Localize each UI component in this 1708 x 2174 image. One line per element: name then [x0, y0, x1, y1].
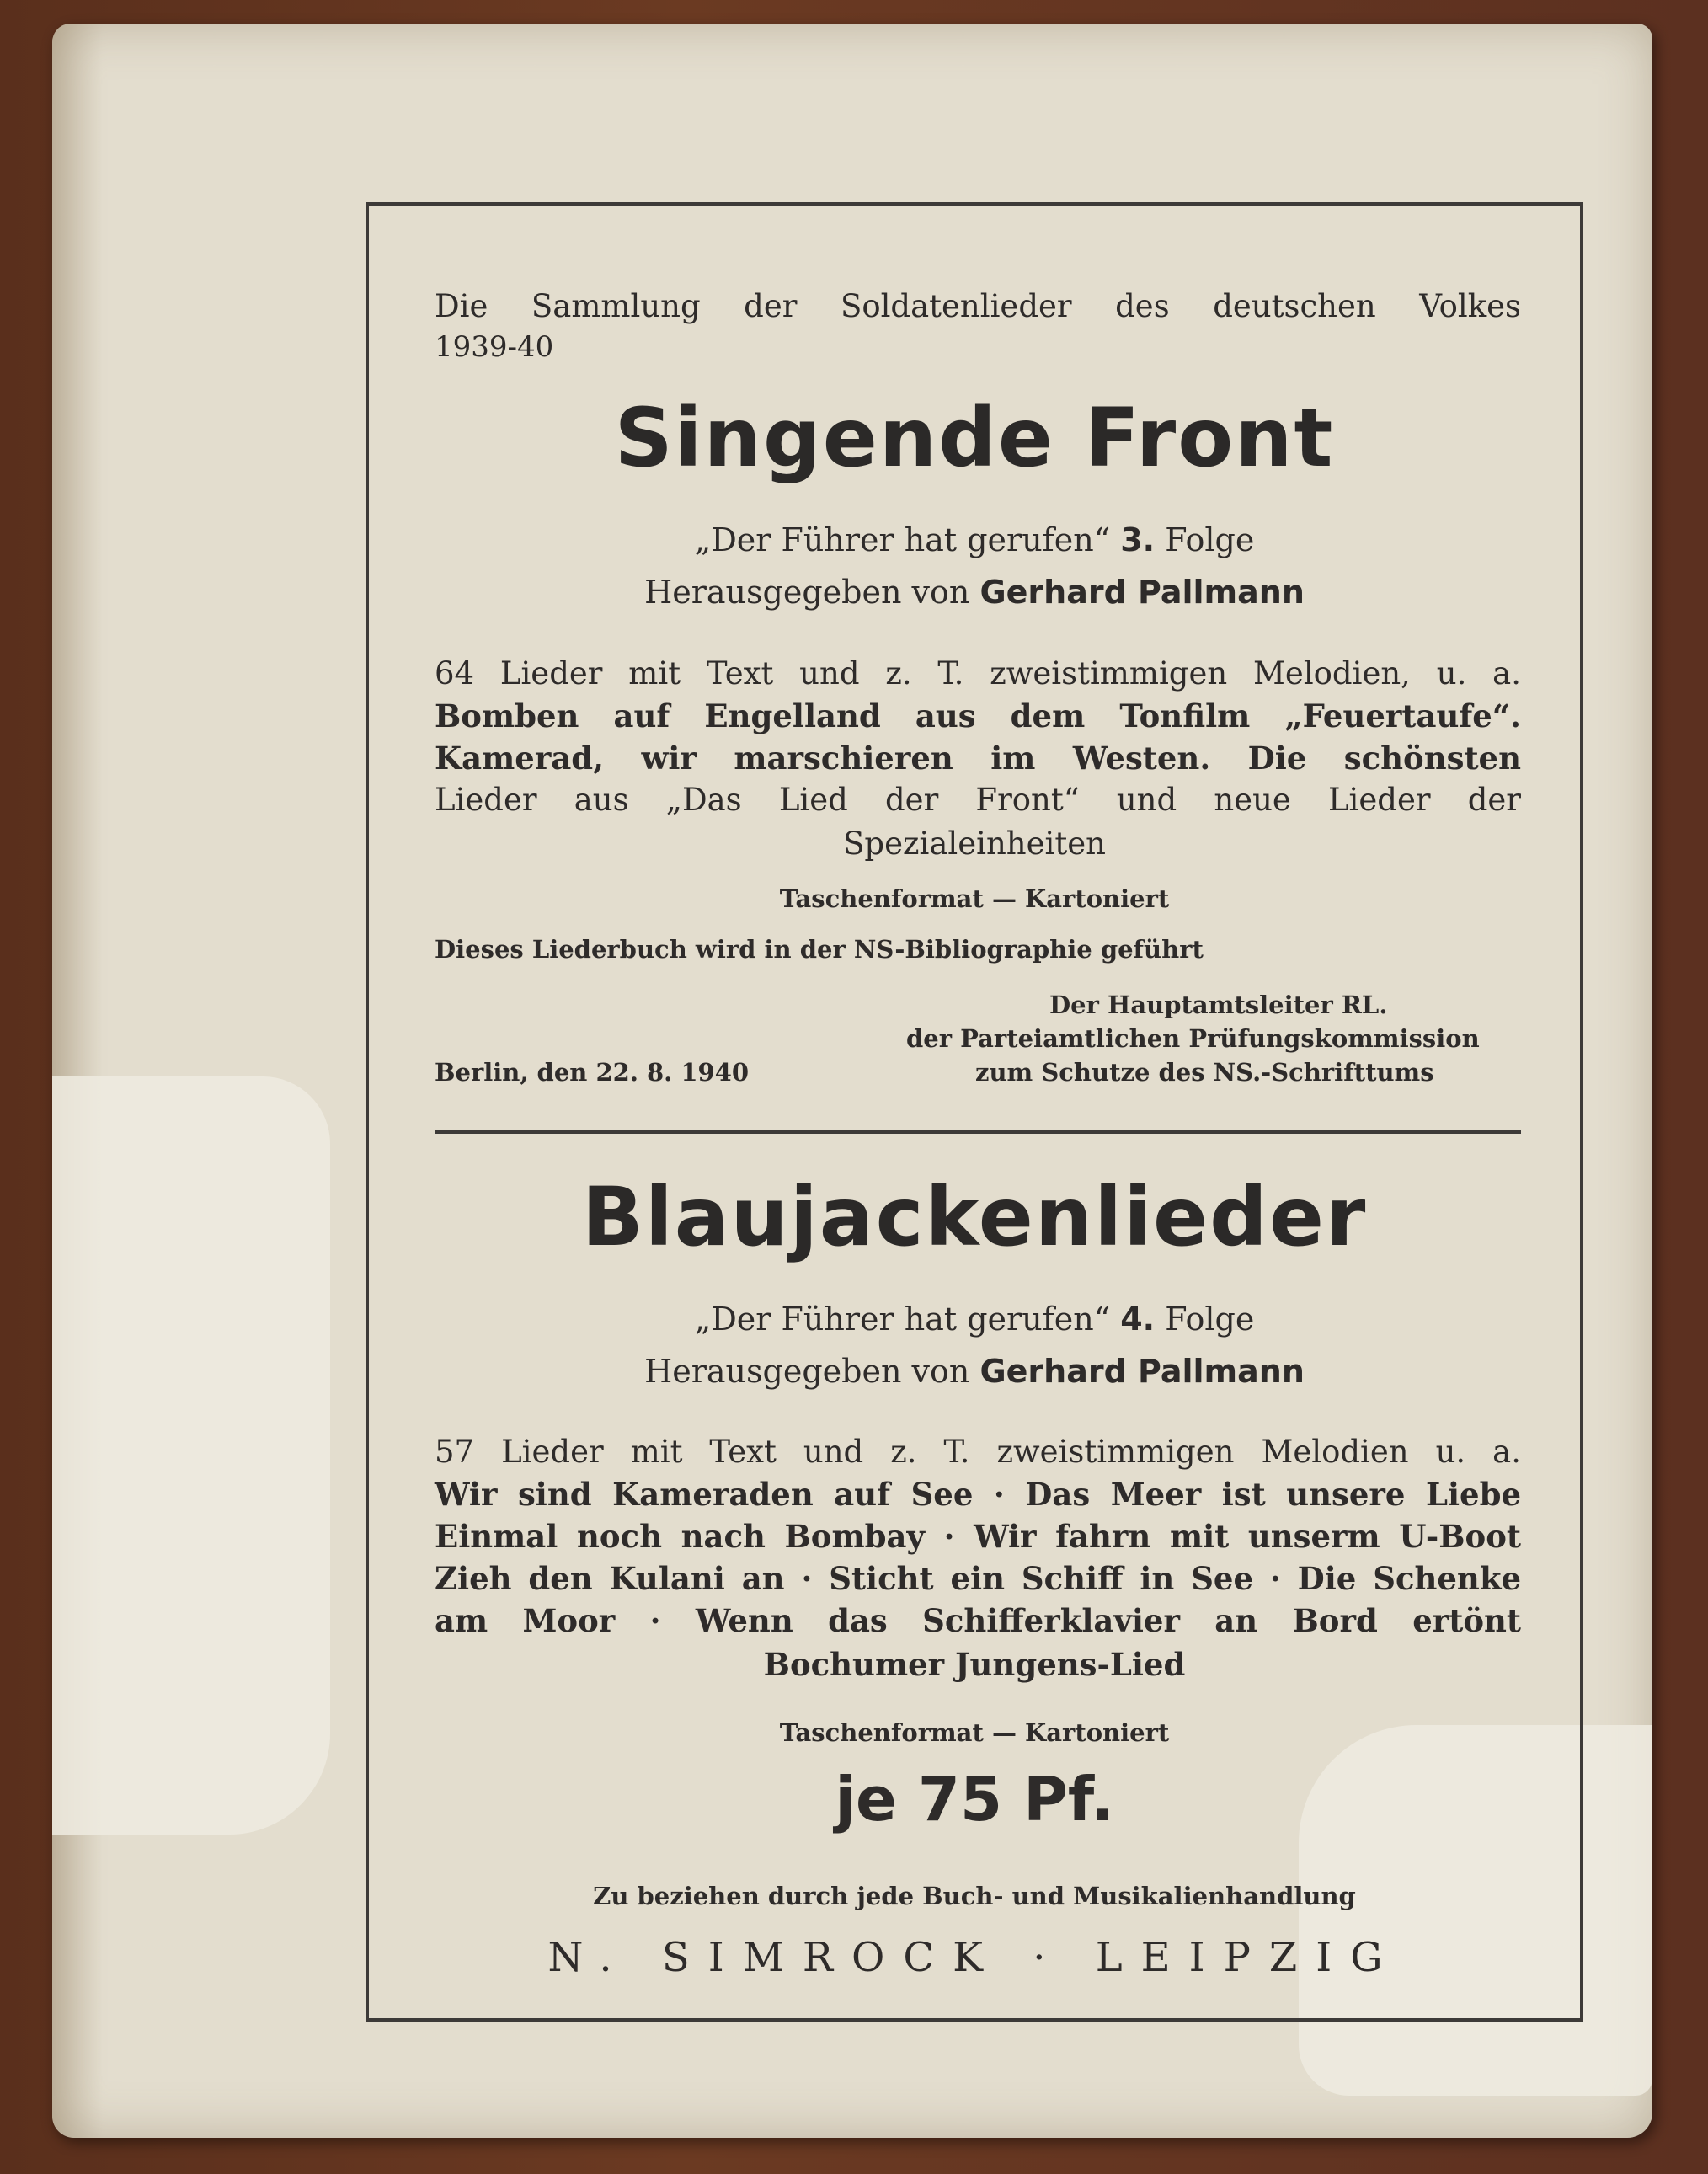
- book1-desc-line-3: Kamerad, wir marschieren im Westen. Die schönsten: [435, 740, 1521, 777]
- book1-place-date: Berlin, den 22. 8. 1940: [435, 1058, 750, 1087]
- book2-desc-line-3: Einmal noch nach Bombay · Wir fahrn mit unserm U-Boot: [435, 1518, 1521, 1555]
- book2-editor-name: Gerhard Pallmann: [979, 1353, 1305, 1390]
- book2-series-quote: „Der Führer hat gerufen“: [694, 1301, 1111, 1338]
- book2-format: Taschenformat — Kartoniert: [779, 1718, 1170, 1747]
- book1-title: Singende Front: [614, 391, 1335, 485]
- book2-series-word: Folge: [1165, 1301, 1255, 1338]
- book2-desc-line-2: Wir sind Kameraden auf See · Das Meer ist unsere Liebe: [435, 1476, 1521, 1513]
- publisher-line: N. SIMROCK · LEIPZIG: [547, 1934, 1401, 1981]
- years: 1939-40: [435, 330, 554, 364]
- book1-desc-last: Spezialeinheiten: [843, 825, 1106, 862]
- advertisement-frame: [366, 202, 1583, 2022]
- book2-title: Blaujackenlieder: [581, 1170, 1368, 1264]
- distribution-note: Zu beziehen durch jede Buch- und Musikalienhandlung: [593, 1882, 1356, 1910]
- price: je 75 Pf.: [835, 1764, 1114, 1835]
- book1-desc-line-1: 64 Lieder mit Text und z. T. zweistimmigen Melodien, u. a.: [435, 655, 1521, 692]
- book1-desc-line-2: Bomben auf Engelland aus dem Tonfilm „Feuertaufe“.: [435, 697, 1521, 734]
- book2-series-number: 4.: [1120, 1301, 1156, 1338]
- booklet-back-cover: [52, 24, 1652, 2138]
- book2-desc-line-4: Zieh den Kulani an · Sticht ein Schiff in See · Die Schenke: [435, 1560, 1521, 1597]
- book1-series-line: [369, 521, 1580, 558]
- book1-format: Taschenformat — Kartoniert: [779, 884, 1170, 913]
- book2-desc-last: Bochumer Jungens-Lied: [763, 1646, 1186, 1683]
- book1-series-quote: „Der Führer hat gerufen“: [694, 521, 1111, 558]
- collection-line: Die Sammlung der Soldatenlieder des deutschen Volkes: [435, 288, 1521, 324]
- book1-bibliography: Dieses Liederbuch wird in der NS-Bibliographie geführt: [435, 935, 1204, 964]
- book1-authority-line-1: Der Hauptamtsleiter RL.: [1049, 991, 1388, 1019]
- book1-authority-line-2: der Parteiamtlichen Prüfungskommission: [906, 1024, 1480, 1053]
- book1-editor-name: Gerhard Pallmann: [979, 574, 1305, 611]
- book2-editor-prefix: Herausgegeben von: [644, 1353, 970, 1390]
- paper-tear-left: [52, 1076, 330, 1835]
- book2-desc-line-1: 57 Lieder mit Text und z. T. zweistimmigen Melodien u. a.: [435, 1434, 1521, 1470]
- book1-series-number: 3.: [1120, 521, 1156, 558]
- book1-editor-line: [369, 574, 1580, 611]
- book1-series-word: Folge: [1165, 521, 1255, 558]
- book2-desc-line-5: am Moor · Wenn das Schifferklavier an Bord ertönt: [435, 1602, 1521, 1639]
- section-divider: [435, 1130, 1521, 1134]
- book2-series-line: [369, 1301, 1580, 1338]
- book1-authority-line-3: zum Schutze des NS.-Schrifttums: [975, 1058, 1434, 1087]
- book1-editor-prefix: Herausgegeben von: [644, 574, 970, 611]
- book1-desc-line-4: Lieder aus „Das Lied der Front“ und neue Lieder der: [435, 782, 1521, 818]
- book2-editor-line: [369, 1353, 1580, 1390]
